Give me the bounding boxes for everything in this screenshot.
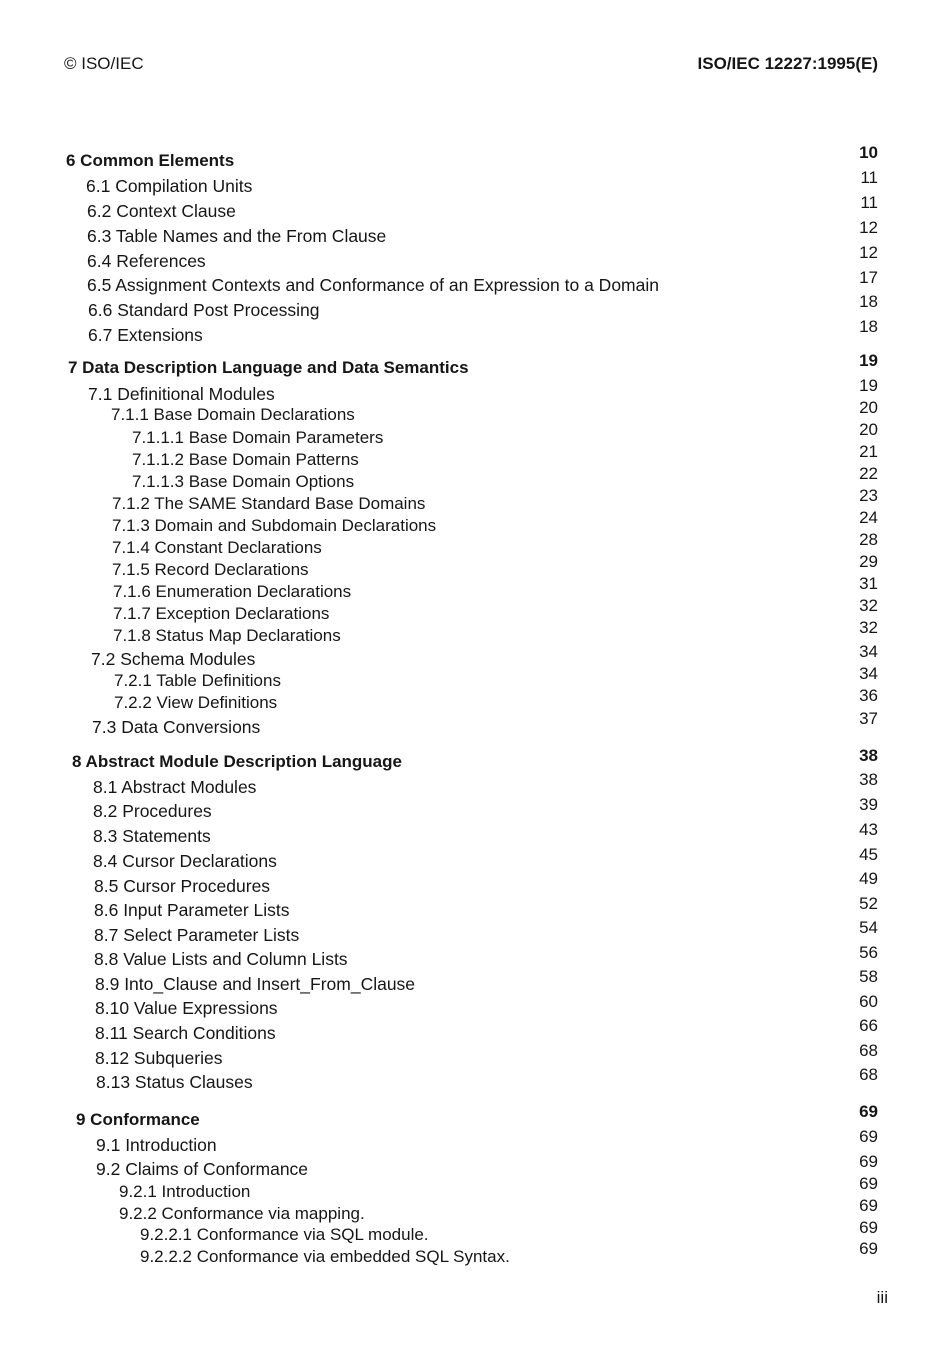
toc-entry-title: 9 Conformance	[76, 1110, 200, 1129]
toc-entry-title: 7.1.3 Domain and Subdomain Declarations	[112, 516, 437, 535]
toc-entry-page: 29	[859, 552, 878, 571]
toc-entry-title: 7.2.1 Table Definitions	[114, 671, 281, 690]
toc-entry-title: 9.2.2.2 Conformance via embedded SQL Syntax.	[140, 1247, 510, 1266]
toc-entry-title: 9.2.2.1 Conformance via SQL module.	[140, 1225, 429, 1244]
toc-entry-page: 69	[859, 1152, 878, 1171]
toc-entry-page: 34	[859, 664, 878, 683]
toc-entry-page: 68	[859, 1065, 878, 1084]
toc-entry-page: 58	[859, 967, 878, 986]
toc-entry-title: 7.1.7 Exception Declarations	[113, 604, 330, 623]
toc-entry-page: 28	[859, 530, 878, 549]
toc-entry-page: 12	[859, 243, 878, 262]
toc-entry-page: 52	[859, 894, 878, 913]
toc-entry-title: 7.1.8 Status Map Declarations	[113, 626, 341, 645]
toc-entry-page: 69	[859, 1102, 878, 1121]
toc-entry-page: 69	[859, 1239, 878, 1258]
toc-entry-title: 8.5 Cursor Procedures	[94, 876, 271, 896]
toc-entry-page: 20	[859, 420, 878, 439]
toc-entry-title: 8 Abstract Module Description Language	[72, 752, 402, 771]
toc-entry-title: 8.9 Into_Clause and Insert_From_Clause	[95, 974, 416, 994]
toc-entry-title: 7.1.1 Base Domain Declarations	[111, 405, 355, 424]
toc-entry-page: 24	[859, 508, 878, 527]
toc-entry-title: 8.6 Input Parameter Lists	[94, 900, 290, 920]
toc-entry-page: 20	[859, 398, 878, 417]
toc-entry-title: 6.6 Standard Post Processing	[88, 300, 320, 320]
toc-entry-title: 7.1.1.3 Base Domain Options	[132, 472, 355, 491]
toc-entry-page: 69	[859, 1218, 878, 1237]
toc-entry-title: 6.5 Assignment Contexts and Conformance of an Expression to a Domain	[87, 275, 659, 295]
toc-entry-page: 49	[859, 869, 878, 888]
toc-entry-page: 38	[859, 746, 878, 765]
toc-entry-page: 68	[859, 1041, 878, 1060]
toc-entry-title: 7.1.4 Constant Declarations	[112, 538, 322, 557]
toc-entry-page: 32	[859, 596, 878, 615]
toc-entry-title: 7 Data Description Language and Data Semantics	[68, 358, 469, 377]
toc-entry-title: 8.12 Subqueries	[95, 1048, 223, 1068]
toc-entry-title: 7.1 Definitional Modules	[88, 384, 275, 404]
toc-entry-page: 11	[860, 193, 878, 212]
toc-entry-title: 6.7 Extensions	[88, 325, 203, 345]
toc-entry-title: 9.2.1 Introduction	[119, 1182, 251, 1201]
toc-entry-title: 6.1 Compilation Units	[86, 176, 253, 196]
toc-entry-page: 19	[859, 376, 878, 395]
toc-entry-page: 11	[860, 168, 878, 187]
toc-entry-page: 66	[859, 1016, 878, 1035]
toc-entry-page: 37	[859, 709, 878, 728]
toc-entry-page: 60	[859, 992, 878, 1011]
toc-entry-title: 9.2 Claims of Conformance	[96, 1159, 309, 1179]
toc-entry-title: 9.1 Introduction	[96, 1135, 217, 1155]
header-copyright: © ISO/IEC	[64, 54, 144, 73]
toc-entry-page: 56	[859, 943, 878, 962]
toc-entry-page: 18	[859, 317, 878, 336]
toc-entry-page: 10	[859, 143, 878, 162]
toc-entry-title: 6.3 Table Names and the From Clause	[87, 226, 387, 246]
toc-entry-page: 38	[859, 770, 878, 789]
toc-entry-page: 69	[859, 1196, 878, 1215]
toc-entry-page: 69	[859, 1127, 878, 1146]
toc-entry-page: 39	[859, 795, 878, 814]
toc-entry-page: 19	[859, 351, 878, 370]
toc-entry-page: 21	[859, 442, 878, 461]
toc-entry-page: 43	[859, 820, 878, 839]
toc-entry-title: 7.2 Schema Modules	[91, 649, 256, 669]
header-standard-id: ISO/IEC 12227:1995(E)	[697, 54, 878, 73]
toc-entry-page: 34	[859, 642, 878, 661]
toc-entry-page: 36	[859, 686, 878, 705]
toc-entry-title: 7.1.1.1 Base Domain Parameters	[132, 428, 384, 447]
toc-entry-page: 45	[859, 845, 878, 864]
toc-entry-title: 7.1.6 Enumeration Declarations	[113, 582, 352, 601]
toc-entry-title: 8.1 Abstract Modules	[93, 777, 257, 797]
toc-entry-page: 12	[859, 218, 878, 237]
toc-entry-title: 8.10 Value Expressions	[95, 998, 278, 1018]
toc-entry-title: 8.13 Status Clauses	[96, 1072, 253, 1092]
toc-entry-title: 6 Common Elements	[66, 151, 235, 170]
toc-entry-page: 18	[859, 292, 878, 311]
toc-entry-title: 8.4 Cursor Declarations	[93, 851, 277, 871]
toc-entry-title: 6.4 References	[87, 251, 206, 271]
toc-entry-page: 23	[859, 486, 878, 505]
toc-entry-page: 32	[859, 618, 878, 637]
toc-entry-title: 6.2 Context Clause	[87, 201, 236, 221]
toc-entry-title: 8.2 Procedures	[93, 801, 212, 821]
toc-entry-page: 54	[859, 918, 878, 937]
toc-entry-title: 8.3 Statements	[93, 826, 211, 846]
page-number: iii	[876, 1288, 888, 1307]
toc-entry-title: 8.8 Value Lists and Column Lists	[94, 949, 348, 969]
toc-entry-title: 8.11 Search Conditions	[95, 1023, 276, 1043]
toc-entry-page: 17	[859, 268, 878, 287]
toc-entry-title: 7.1.5 Record Declarations	[112, 560, 309, 579]
toc-entry-title: 9.2.2 Conformance via mapping.	[119, 1204, 365, 1223]
toc-entry-page: 22	[859, 464, 878, 483]
toc-entry-title: 8.7 Select Parameter Lists	[94, 925, 300, 945]
toc-entry-title: 7.1.1.2 Base Domain Patterns	[132, 450, 359, 469]
toc-entry-title: 7.2.2 View Definitions	[114, 693, 278, 712]
toc-entry-title: 7.1.2 The SAME Standard Base Domains	[112, 494, 426, 513]
toc-entry-page: 31	[859, 574, 878, 593]
toc-entry-title: 7.3 Data Conversions	[92, 717, 261, 737]
toc-entry-page: 69	[859, 1174, 878, 1193]
